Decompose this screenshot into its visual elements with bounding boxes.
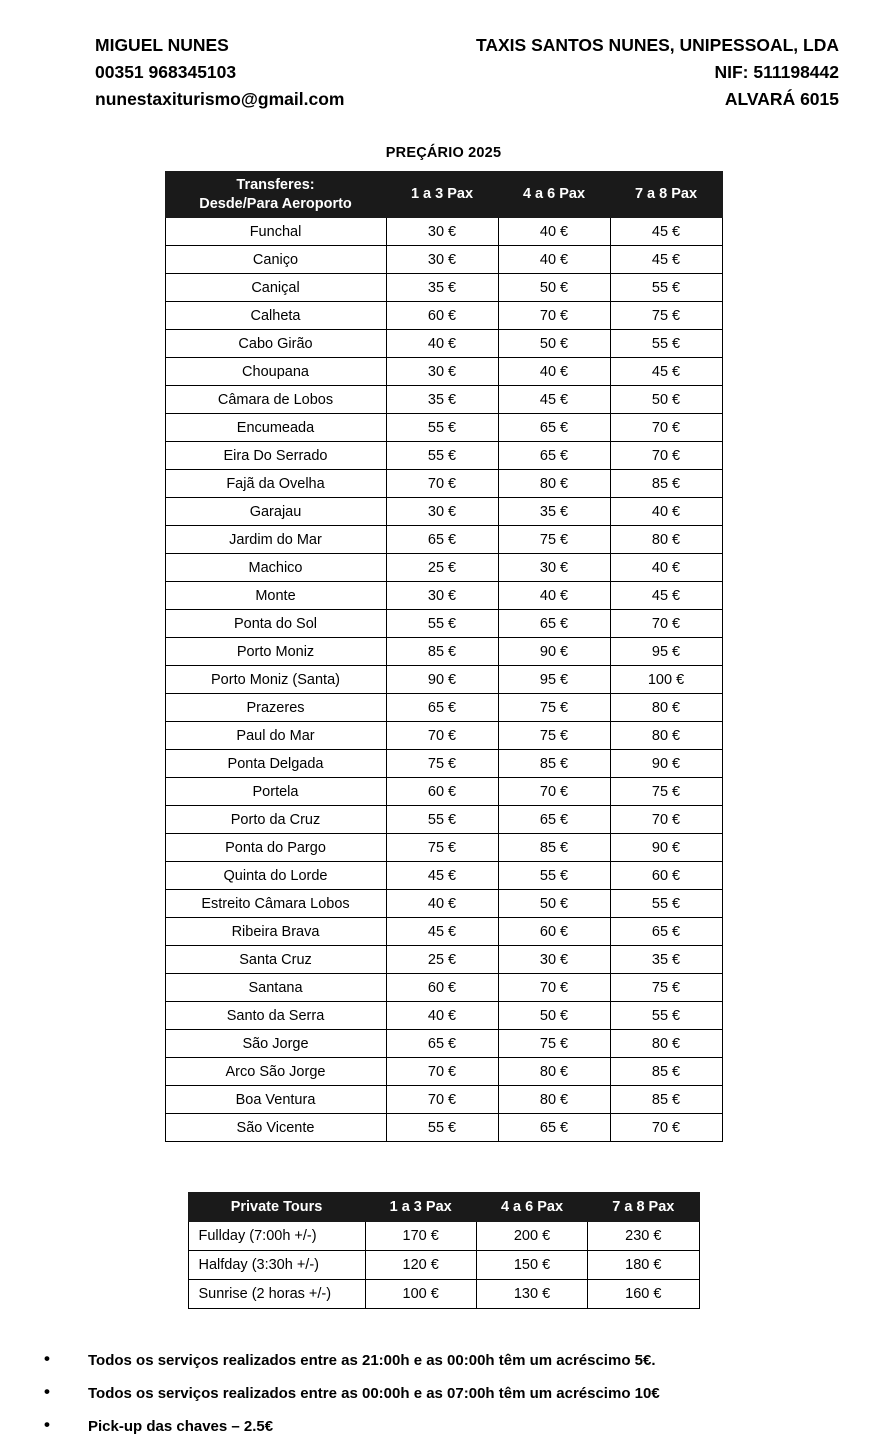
table-row: [165, 302, 722, 330]
column-header-tour-pax-7-8: 7 a 8 Pax: [588, 1193, 699, 1222]
row-price-4-6: 70 €: [498, 974, 610, 1002]
row-destination: São Vicente: [165, 1114, 386, 1142]
row-destination: Estreito Câmara Lobos: [165, 890, 386, 918]
column-header-tour-pax-1-3: 1 a 3 Pax: [365, 1193, 476, 1222]
row-price-4-6: 50 €: [498, 274, 610, 302]
tour-row-price-4-6: 200 €: [476, 1222, 587, 1251]
row-price-1-3: 30 €: [386, 246, 498, 274]
row-price-7-8: 85 €: [610, 1086, 722, 1114]
row-price-1-3: 70 €: [386, 1058, 498, 1086]
row-destination: Ponta Delgada: [165, 750, 386, 778]
row-destination: Caniço: [165, 246, 386, 274]
transfers-table-container: [165, 171, 723, 1142]
row-price-7-8: 75 €: [610, 778, 722, 806]
table-row: [165, 1058, 722, 1086]
tour-row-price-7-8: 160 €: [588, 1280, 699, 1309]
row-price-7-8: 40 €: [610, 554, 722, 582]
transfers-table: [165, 171, 723, 1142]
table-row: [165, 610, 722, 638]
note-item: • Pick-up das chaves – 2.5€: [44, 1417, 887, 1437]
table-row: [165, 1002, 722, 1030]
tour-row-price-1-3: 100 €: [365, 1280, 476, 1309]
row-price-4-6: 40 €: [498, 246, 610, 274]
table-row: [165, 890, 722, 918]
row-price-4-6: 70 €: [498, 778, 610, 806]
row-price-4-6: 80 €: [498, 1086, 610, 1114]
row-price-1-3: 25 €: [386, 946, 498, 974]
row-destination: Porto da Cruz: [165, 806, 386, 834]
table-row: [165, 526, 722, 554]
tours-table-container: [188, 1192, 700, 1309]
row-destination: Portela: [165, 778, 386, 806]
row-destination: Ponta do Sol: [165, 610, 386, 638]
column-header-tour-name: Private Tours: [188, 1193, 365, 1222]
row-price-7-8: 70 €: [610, 1114, 722, 1142]
row-destination: São Jorge: [165, 1030, 386, 1058]
contact-email: nunestaxiturismo@gmail.com: [95, 89, 345, 109]
row-price-1-3: 75 €: [386, 834, 498, 862]
table-row: [165, 918, 722, 946]
row-price-7-8: 45 €: [610, 358, 722, 386]
table-row: [165, 386, 722, 414]
company-name: TAXIS SANTOS NUNES, UNIPESSOAL, LDA: [475, 35, 839, 55]
row-price-4-6: 95 €: [498, 666, 610, 694]
row-price-7-8: 70 €: [610, 442, 722, 470]
row-price-1-3: 70 €: [386, 722, 498, 750]
row-price-1-3: 25 €: [386, 554, 498, 582]
row-price-4-6: 30 €: [498, 946, 610, 974]
row-price-1-3: 35 €: [386, 386, 498, 414]
row-price-4-6: 65 €: [498, 414, 610, 442]
row-price-4-6: 40 €: [498, 358, 610, 386]
transfers-table-body: [165, 218, 722, 1142]
row-destination: Encumeada: [165, 414, 386, 442]
row-price-7-8: 45 €: [610, 582, 722, 610]
row-destination: Machico: [165, 554, 386, 582]
column-header-destination: [165, 172, 386, 218]
row-price-7-8: 85 €: [610, 470, 722, 498]
row-price-4-6: 80 €: [498, 470, 610, 498]
document-header: [0, 0, 887, 113]
tour-row-price-4-6: 150 €: [476, 1251, 587, 1280]
row-price-1-3: 30 €: [386, 582, 498, 610]
row-price-7-8: 65 €: [610, 918, 722, 946]
column-header-pax-7-8: 7 a 8 Pax: [610, 172, 722, 218]
row-price-4-6: 75 €: [498, 526, 610, 554]
row-destination: Caniçal: [165, 274, 386, 302]
table-row: [165, 274, 722, 302]
tours-table-body: [188, 1222, 699, 1309]
table-row: [165, 246, 722, 274]
tour-row-name: Fullday (7:00h +/-): [188, 1222, 365, 1251]
table-row: [165, 442, 722, 470]
row-destination: Monte: [165, 582, 386, 610]
table-row: [165, 722, 722, 750]
contact-phone: 00351 968345103: [95, 62, 237, 82]
row-price-4-6: 40 €: [498, 218, 610, 246]
table-row: [165, 778, 722, 806]
row-price-4-6: 50 €: [498, 1002, 610, 1030]
table-row: [165, 358, 722, 386]
table-row: [165, 1030, 722, 1058]
row-price-1-3: 60 €: [386, 778, 498, 806]
row-destination: Cabo Girão: [165, 330, 386, 358]
table-row: [165, 862, 722, 890]
row-price-1-3: 45 €: [386, 918, 498, 946]
row-destination: Garajau: [165, 498, 386, 526]
table-row: [165, 638, 722, 666]
row-destination: Boa Ventura: [165, 1086, 386, 1114]
table-row: [165, 498, 722, 526]
row-price-7-8: 75 €: [610, 974, 722, 1002]
row-price-4-6: 45 €: [498, 386, 610, 414]
row-price-7-8: 80 €: [610, 694, 722, 722]
row-price-7-8: 60 €: [610, 862, 722, 890]
table-row: [165, 414, 722, 442]
row-price-1-3: 30 €: [386, 498, 498, 526]
row-price-4-6: 70 €: [498, 302, 610, 330]
row-destination: Porto Moniz: [165, 638, 386, 666]
destination-header-line1: Transferes:: [236, 176, 315, 193]
row-price-1-3: 65 €: [386, 694, 498, 722]
row-destination: Funchal: [165, 218, 386, 246]
row-price-1-3: 55 €: [386, 610, 498, 638]
row-price-1-3: 35 €: [386, 274, 498, 302]
row-price-7-8: 50 €: [610, 386, 722, 414]
row-price-4-6: 55 €: [498, 862, 610, 890]
row-price-7-8: 45 €: [610, 218, 722, 246]
row-price-4-6: 65 €: [498, 610, 610, 638]
tour-row-name: Halfday (3:30h +/-): [188, 1251, 365, 1280]
row-price-1-3: 45 €: [386, 862, 498, 890]
table-row: [165, 470, 722, 498]
row-price-4-6: 65 €: [498, 1114, 610, 1142]
row-price-4-6: 35 €: [498, 498, 610, 526]
row-price-7-8: 85 €: [610, 1058, 722, 1086]
table-header-row: [165, 172, 722, 218]
row-price-7-8: 100 €: [610, 666, 722, 694]
company-block-right: [476, 32, 839, 113]
row-price-1-3: 55 €: [386, 414, 498, 442]
row-price-4-6: 60 €: [498, 918, 610, 946]
row-price-1-3: 85 €: [386, 638, 498, 666]
row-price-4-6: 90 €: [498, 638, 610, 666]
tours-row: [188, 1251, 699, 1280]
row-price-1-3: 90 €: [386, 666, 498, 694]
tour-row-price-1-3: 120 €: [365, 1251, 476, 1280]
row-price-7-8: 70 €: [610, 806, 722, 834]
destination-header-line2: Desde/Para Aeroporto: [199, 195, 352, 212]
column-header-tour-pax-4-6: 4 a 6 Pax: [476, 1193, 587, 1222]
table-row: [165, 834, 722, 862]
row-price-7-8: 45 €: [610, 246, 722, 274]
column-header-pax-4-6: 4 a 6 Pax: [498, 172, 610, 218]
row-price-1-3: 55 €: [386, 806, 498, 834]
row-price-1-3: 55 €: [386, 1114, 498, 1142]
row-destination: Arco São Jorge: [165, 1058, 386, 1086]
row-destination: Ponta do Pargo: [165, 834, 386, 862]
table-row: [165, 946, 722, 974]
table-row: [165, 666, 722, 694]
row-destination: Eira Do Serrado: [165, 442, 386, 470]
row-price-7-8: 55 €: [610, 890, 722, 918]
row-price-7-8: 70 €: [610, 610, 722, 638]
row-price-1-3: 30 €: [386, 218, 498, 246]
company-nif: NIF: 511198442: [714, 62, 839, 82]
row-price-4-6: 75 €: [498, 694, 610, 722]
row-price-4-6: 65 €: [498, 442, 610, 470]
table-row: [165, 1086, 722, 1114]
tours-row: [188, 1222, 699, 1251]
tour-row-price-4-6: 130 €: [476, 1280, 587, 1309]
row-destination: Ribeira Brava: [165, 918, 386, 946]
table-row: [165, 806, 722, 834]
row-destination: Santana: [165, 974, 386, 1002]
table-row: [165, 1114, 722, 1142]
contact-name: MIGUEL NUNES: [95, 35, 229, 55]
row-price-7-8: 55 €: [610, 330, 722, 358]
row-price-1-3: 75 €: [386, 750, 498, 778]
row-price-1-3: 55 €: [386, 442, 498, 470]
row-price-1-3: 70 €: [386, 470, 498, 498]
page-title: PREÇÁRIO 2025: [385, 145, 502, 161]
table-row: [165, 554, 722, 582]
table-row: [165, 330, 722, 358]
row-price-1-3: 65 €: [386, 526, 498, 554]
note-item: • Todos os serviços realizados entre as 21:00h e as 00:00h têm um acréscimo 5€.: [44, 1351, 887, 1371]
row-price-4-6: 85 €: [498, 750, 610, 778]
private-tours-table: [188, 1192, 700, 1309]
row-destination: Quinta do Lorde: [165, 862, 386, 890]
row-price-7-8: 90 €: [610, 834, 722, 862]
row-price-7-8: 90 €: [610, 750, 722, 778]
row-price-4-6: 65 €: [498, 806, 610, 834]
row-destination: Fajã da Ovelha: [165, 470, 386, 498]
row-price-7-8: 70 €: [610, 414, 722, 442]
tour-row-name: Sunrise (2 horas +/-): [188, 1280, 365, 1309]
row-price-4-6: 30 €: [498, 554, 610, 582]
row-destination: Santo da Serra: [165, 1002, 386, 1030]
row-price-7-8: 80 €: [610, 526, 722, 554]
row-price-1-3: 60 €: [386, 302, 498, 330]
row-destination: Calheta: [165, 302, 386, 330]
tour-row-price-7-8: 230 €: [588, 1222, 699, 1251]
row-price-1-3: 40 €: [386, 890, 498, 918]
row-destination: Prazeres: [165, 694, 386, 722]
row-price-7-8: 55 €: [610, 274, 722, 302]
row-price-1-3: 40 €: [386, 1002, 498, 1030]
tours-header-row: [188, 1193, 699, 1222]
row-price-1-3: 70 €: [386, 1086, 498, 1114]
table-row: [165, 974, 722, 1002]
row-price-7-8: 35 €: [610, 946, 722, 974]
row-price-7-8: 55 €: [610, 1002, 722, 1030]
row-price-7-8: 80 €: [610, 1030, 722, 1058]
row-destination: Santa Cruz: [165, 946, 386, 974]
contact-block-left: [95, 32, 344, 113]
row-price-4-6: 75 €: [498, 722, 610, 750]
note-item: • Todos os serviços realizados entre as 00:00h e as 07:00h têm um acréscimo 10€: [44, 1384, 887, 1404]
notes-list: [44, 1351, 887, 1437]
row-destination: Câmara de Lobos: [165, 386, 386, 414]
table-row: [165, 218, 722, 246]
tours-row: [188, 1280, 699, 1309]
table-row: [165, 582, 722, 610]
row-destination: Paul do Mar: [165, 722, 386, 750]
row-price-7-8: 40 €: [610, 498, 722, 526]
column-header-pax-1-3: 1 a 3 Pax: [386, 172, 498, 218]
row-price-1-3: 60 €: [386, 974, 498, 1002]
row-price-7-8: 75 €: [610, 302, 722, 330]
row-price-4-6: 75 €: [498, 1030, 610, 1058]
row-price-4-6: 50 €: [498, 330, 610, 358]
company-alvara: ALVARÁ 6015: [724, 89, 839, 109]
row-destination: Jardim do Mar: [165, 526, 386, 554]
table-row: [165, 694, 722, 722]
row-price-4-6: 40 €: [498, 582, 610, 610]
row-price-7-8: 80 €: [610, 722, 722, 750]
row-price-7-8: 95 €: [610, 638, 722, 666]
row-price-4-6: 85 €: [498, 834, 610, 862]
tour-row-price-1-3: 170 €: [365, 1222, 476, 1251]
table-row: [165, 750, 722, 778]
row-destination: Choupana: [165, 358, 386, 386]
row-price-1-3: 40 €: [386, 330, 498, 358]
row-price-1-3: 30 €: [386, 358, 498, 386]
row-price-4-6: 80 €: [498, 1058, 610, 1086]
row-price-1-3: 65 €: [386, 1030, 498, 1058]
row-destination: Porto Moniz (Santa): [165, 666, 386, 694]
row-price-4-6: 50 €: [498, 890, 610, 918]
tour-row-price-7-8: 180 €: [588, 1251, 699, 1280]
